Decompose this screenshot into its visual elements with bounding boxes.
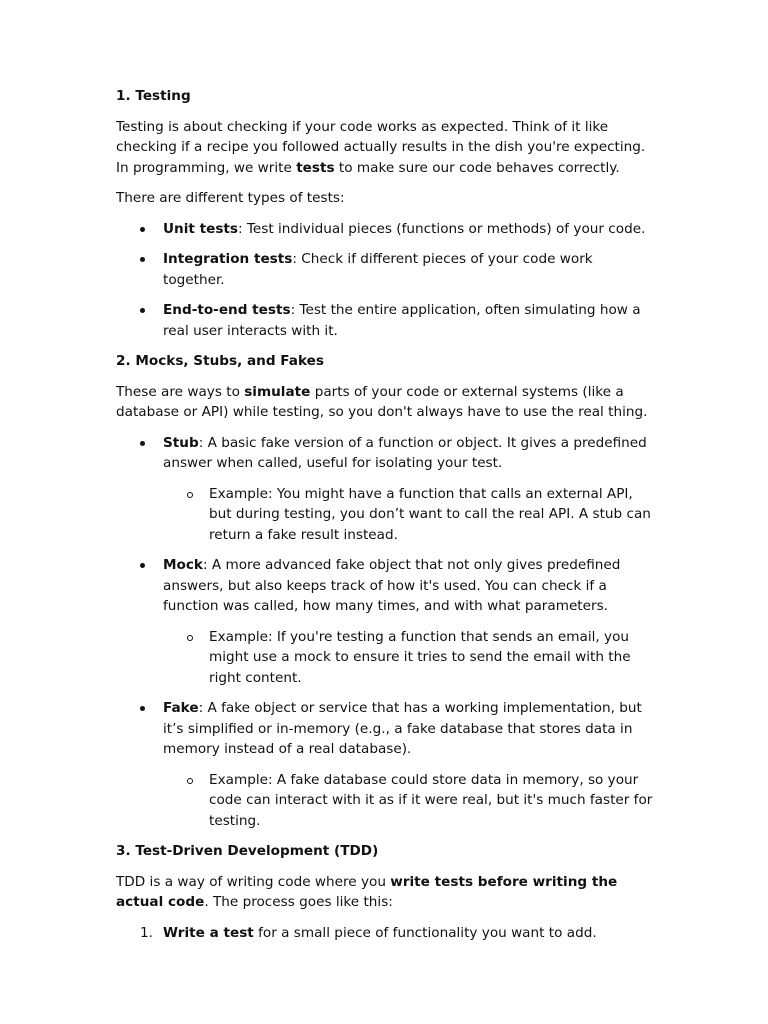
- testing-intro-paragraph: [116, 117, 656, 179]
- description: : A more advanced fake object that not only gives predefined answers, but also keeps track of how it's used. You can check if a function was called, how many times, and with what parameters.: [163, 557, 621, 614]
- term: Integration tests: [163, 251, 293, 267]
- term: Write a test: [163, 924, 254, 941]
- list-item: [116, 555, 656, 617]
- description: : Check if different pieces of your code work together.: [163, 251, 593, 288]
- list-item: [116, 698, 656, 760]
- sub-list-item: [116, 484, 656, 546]
- description: : Test the entire application, often simulating how a real user interacts with it.: [163, 302, 641, 339]
- tdd-steps-list: [116, 923, 656, 944]
- description: for a small piece of functionality you want to add.: [253, 924, 597, 941]
- list-item: [116, 923, 656, 944]
- section-heading-tdd: 3. Test-Driven Development (TDD): [116, 843, 379, 859]
- test-types-list: [116, 219, 656, 342]
- bullet-icon: [140, 563, 145, 568]
- bullet-icon: [140, 706, 145, 711]
- test-types-intro: There are different types of tests:: [116, 190, 345, 206]
- bold-run: tests: [296, 159, 335, 176]
- term: Fake: [163, 700, 199, 716]
- circle-bullet-icon: [187, 635, 193, 641]
- text-run: Testing is about checking if your code works as expected. Think of it like checking if a recipe you followed actually results in the dish you're expecting. In programming, we write: [116, 118, 646, 176]
- section-heading-mocks: 2. Mocks, Stubs, and Fakes: [116, 353, 324, 369]
- step-number: 1.: [140, 924, 153, 941]
- text-run: to make sure our code behaves correctly.: [334, 159, 620, 176]
- list-item: [116, 300, 656, 341]
- sub-list-item: [116, 627, 656, 689]
- example-text: Example: You might have a function that calls an external API, but during testing, you don’t want to call the real API. A stub can return a fake result instead.: [209, 485, 651, 543]
- term: Unit tests: [163, 220, 239, 237]
- list-item: [116, 433, 656, 474]
- section-heading-testing: 1. Testing: [116, 88, 191, 104]
- tdd-intro-paragraph: [116, 872, 656, 913]
- bullet-icon: [140, 441, 145, 446]
- text-run: TDD is a way of writing code where you: [116, 873, 391, 890]
- text-run: parts of your code or external systems (like a database or API) while testing, so you don't always have to use the real thing.: [116, 383, 648, 420]
- example-text: Example: A fake database could store data in memory, so your code can interact with it as if it were real, but it's much faster for testing.: [209, 771, 653, 829]
- bullet-icon: [140, 257, 145, 262]
- bold-run: write tests before writing the actual code: [116, 873, 618, 910]
- term: Stub: [163, 434, 199, 451]
- text-run: . The process goes like this:: [204, 894, 393, 910]
- circle-bullet-icon: [187, 778, 193, 784]
- description: : A basic fake version of a function or object. It gives a predefined answer when called, useful for isolating your test.: [163, 434, 647, 471]
- description: : A fake object or service that has a working implementation, but it’s simplified or in-memory (e.g., a fake database that stores data in memory instead of a real database).: [163, 700, 642, 757]
- term: Mock: [163, 557, 203, 573]
- bullet-icon: [140, 308, 145, 313]
- sub-list-item: [116, 770, 656, 832]
- bullet-icon: [140, 227, 145, 232]
- list-item: [116, 219, 656, 240]
- mocks-intro-paragraph: [116, 382, 656, 423]
- document-content: [116, 86, 656, 953]
- term: End-to-end tests: [163, 302, 291, 318]
- bold-run: simulate: [244, 383, 311, 400]
- list-item: [116, 249, 656, 290]
- circle-bullet-icon: [187, 492, 193, 498]
- text-run: These are ways to: [116, 383, 245, 400]
- example-text: Example: If you're testing a function that sends an email, you might use a mock to ensure it tries to send the email with the right content.: [209, 628, 631, 686]
- description: : Test individual pieces (functions or methods) of your code.: [238, 220, 646, 237]
- mocks-list: [116, 433, 656, 832]
